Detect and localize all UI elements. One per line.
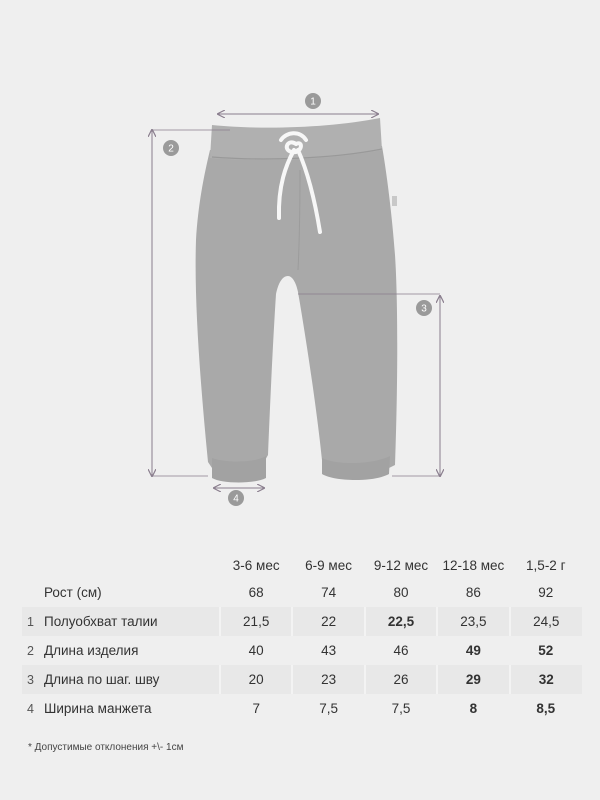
table-cell: 21,5 [220,607,292,636]
row-label: Ширина манжета [44,701,152,716]
table-cell: 68 [248,585,264,600]
size-header: 6-9 мес [305,557,352,573]
measure-line-4 [214,488,264,506]
table-cell: 74 [321,585,337,600]
table-cell: 8 [469,701,478,716]
row-number: 2 [27,643,34,658]
table-row [22,665,582,694]
table-cell: 46 [393,643,409,658]
table-cell: 23,5 [437,607,509,636]
measure-line-1 [218,93,378,114]
size-header: 1,5-2 г [526,557,566,573]
table-cell: 52 [538,643,554,658]
table-cell: 23 [292,665,364,694]
row-number: 1 [22,607,38,636]
table-cell: 92 [538,585,554,600]
table-cell: 24,5 [510,607,582,636]
table-row [22,578,582,607]
svg-text:1: 1 [310,96,316,108]
table-cell: 22,5 [365,607,437,636]
table-cell: 40 [248,643,264,658]
table-cell: 80 [393,585,409,600]
table-cell: 32 [510,665,582,694]
table-row [22,607,582,636]
table-row [22,636,582,665]
pants-body [196,146,398,476]
svg-text:3: 3 [421,303,427,315]
row-number: 3 [22,665,38,694]
row-number [22,578,38,607]
table-cell: 29 [437,665,509,694]
svg-text:4: 4 [233,493,239,505]
size-header: 3-6 мес [232,557,280,573]
table-cell: 86 [465,585,481,600]
pants-illustration [196,118,398,483]
table-cell: 20 [220,665,292,694]
row-label: Рост (см) [44,585,102,600]
table-cell: 7,5 [319,701,338,716]
size-table [22,552,582,723]
table-cell: 49 [465,643,481,658]
table-cell: 7,5 [391,701,411,716]
table-cell: 22 [292,607,364,636]
row-label: Полуобхват талии [38,607,220,636]
size-header-row [22,552,582,578]
size-header: 9-12 мес [373,557,429,573]
size-header: 12-18 мес [442,557,505,573]
svg-text:2: 2 [168,143,174,155]
row-number: 4 [27,701,34,716]
table-cell: 7 [252,701,260,716]
table-row [22,694,582,723]
table-cell: 26 [365,665,437,694]
tolerance-footnote: * Допустимые отклонения +\- 1см [28,742,184,753]
table-cell: 43 [321,643,337,658]
table-cell: 8,5 [536,701,556,716]
row-label: Длина изделия [44,643,139,658]
row-label: Длина по шаг. шву [38,665,220,694]
